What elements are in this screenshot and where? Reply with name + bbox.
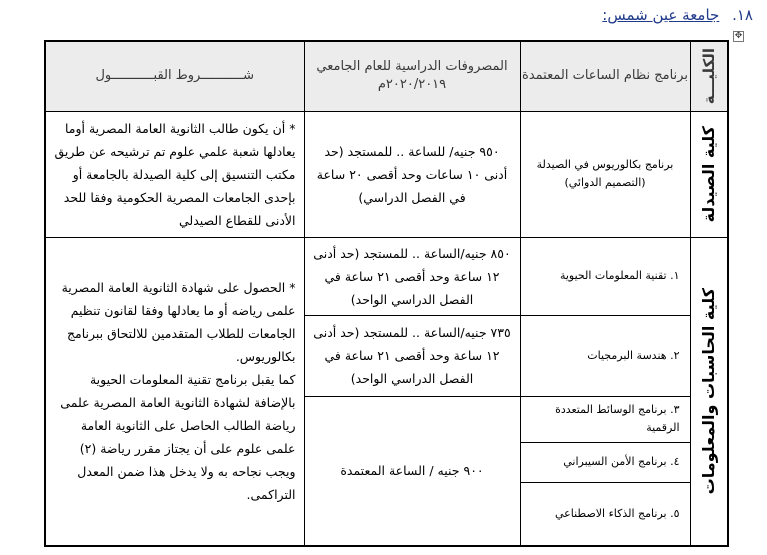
table-header-row	[45, 41, 728, 111]
program-cybersecurity: ٤. برنامج الأمن السيبراني	[520, 442, 690, 482]
program-bioinformatics: ١. تقنية المعلومات الحيوية	[520, 237, 690, 315]
header-conditions: شـــــــــــروط القبـــــــــــول	[45, 41, 304, 111]
header-fees: المصروفات الدراسية للعام الجامعي ٢٠٢٠/٢٠١٩م	[304, 41, 520, 111]
header-program: برنامج نظام الساعات المعتمدة	[520, 41, 690, 111]
program-ai: ٥. برنامج الذكاء الاصطناعي	[520, 482, 690, 546]
fees-bioinformatics: ٨٥٠ جنيه/الساعة .. للمستجد (حد أدنى ١٢ ساعة وحد أقصى ٢١ ساعة في الفصل الدراسي الواحد)	[304, 237, 520, 315]
college-computing: كلية الحاسبات والمعلومات	[699, 288, 719, 495]
program-digital-media: ٣. برنامج الوسائط المتعددة الرقمية	[520, 396, 690, 442]
fees-other-programs: ٩٠٠ جنيه / الساعة المعتمدة	[304, 396, 520, 546]
conditions-computing	[45, 237, 304, 546]
university-title: جامعة عين شمس:	[602, 6, 720, 24]
conditions-computing-general: * الحصول على شهادة الثانوية العامة المصرية علمى رياضه أو ما يعادلها وفقا لقانون تنظيم الجامعات للطلاب المتقدمين للالتحاق ببرنامج بكالوريوس.	[61, 280, 296, 365]
conditions-pharmacy: * أن يكون طالب الثانوية العامة المصرية أوما يعادلها شعبة علمي علوم تم ترشيحه عن طريق مكتب التنسيق إلى كلية الصيدلة بالجامعة أو بإحدى الجامعات المصرية الحكومية وفقا للحد الأدنى للقطاع الصيدلي	[45, 111, 304, 237]
college-computing-cell	[690, 237, 728, 546]
table-row	[45, 237, 728, 315]
header-college: الكليـــة	[690, 41, 728, 111]
program-pharmacy: برنامج بكالوريوس في الصيدلة (التصميم الدوائي)	[520, 111, 690, 237]
fees-pharmacy: ٩٥٠ جنيه/ للساعة .. للمستجد (حد أدنى ١٠ ساعات وحد أقصى ٢٠ ساعة في الفصل الدراسي)	[304, 111, 520, 237]
section-number: ١٨.	[732, 6, 753, 24]
section-heading	[602, 6, 753, 24]
table-move-handle-icon[interactable]: ✥	[734, 31, 743, 41]
table-row	[45, 111, 728, 237]
fees-software-engineering: ٧٣٥ جنيه/الساعة .. للمستجد (حد أدنى ١٢ ساعة وحد أقصى ٢١ ساعة في الفصل الدراسي الواحد)	[304, 315, 520, 396]
college-pharmacy: كلية الصيدلة	[699, 125, 719, 223]
program-software-engineering: ٢. هندسة البرمجيات	[520, 315, 690, 396]
programs-table	[44, 40, 729, 547]
college-pharmacy-cell	[690, 111, 728, 237]
conditions-computing-bio: كما يقبل برنامج تقنية المعلومات الحيوية بالإضافة لشهادة الثانوية العامة المصرية علمى رياضة الطالب الحاصل على الثانوية العامة علمى علوم على أن يجتاز مقرر رياضة (٢) ويجب نجاحه به ولا يدخل هذا ضمن المعدل التراكمى.	[60, 372, 296, 503]
